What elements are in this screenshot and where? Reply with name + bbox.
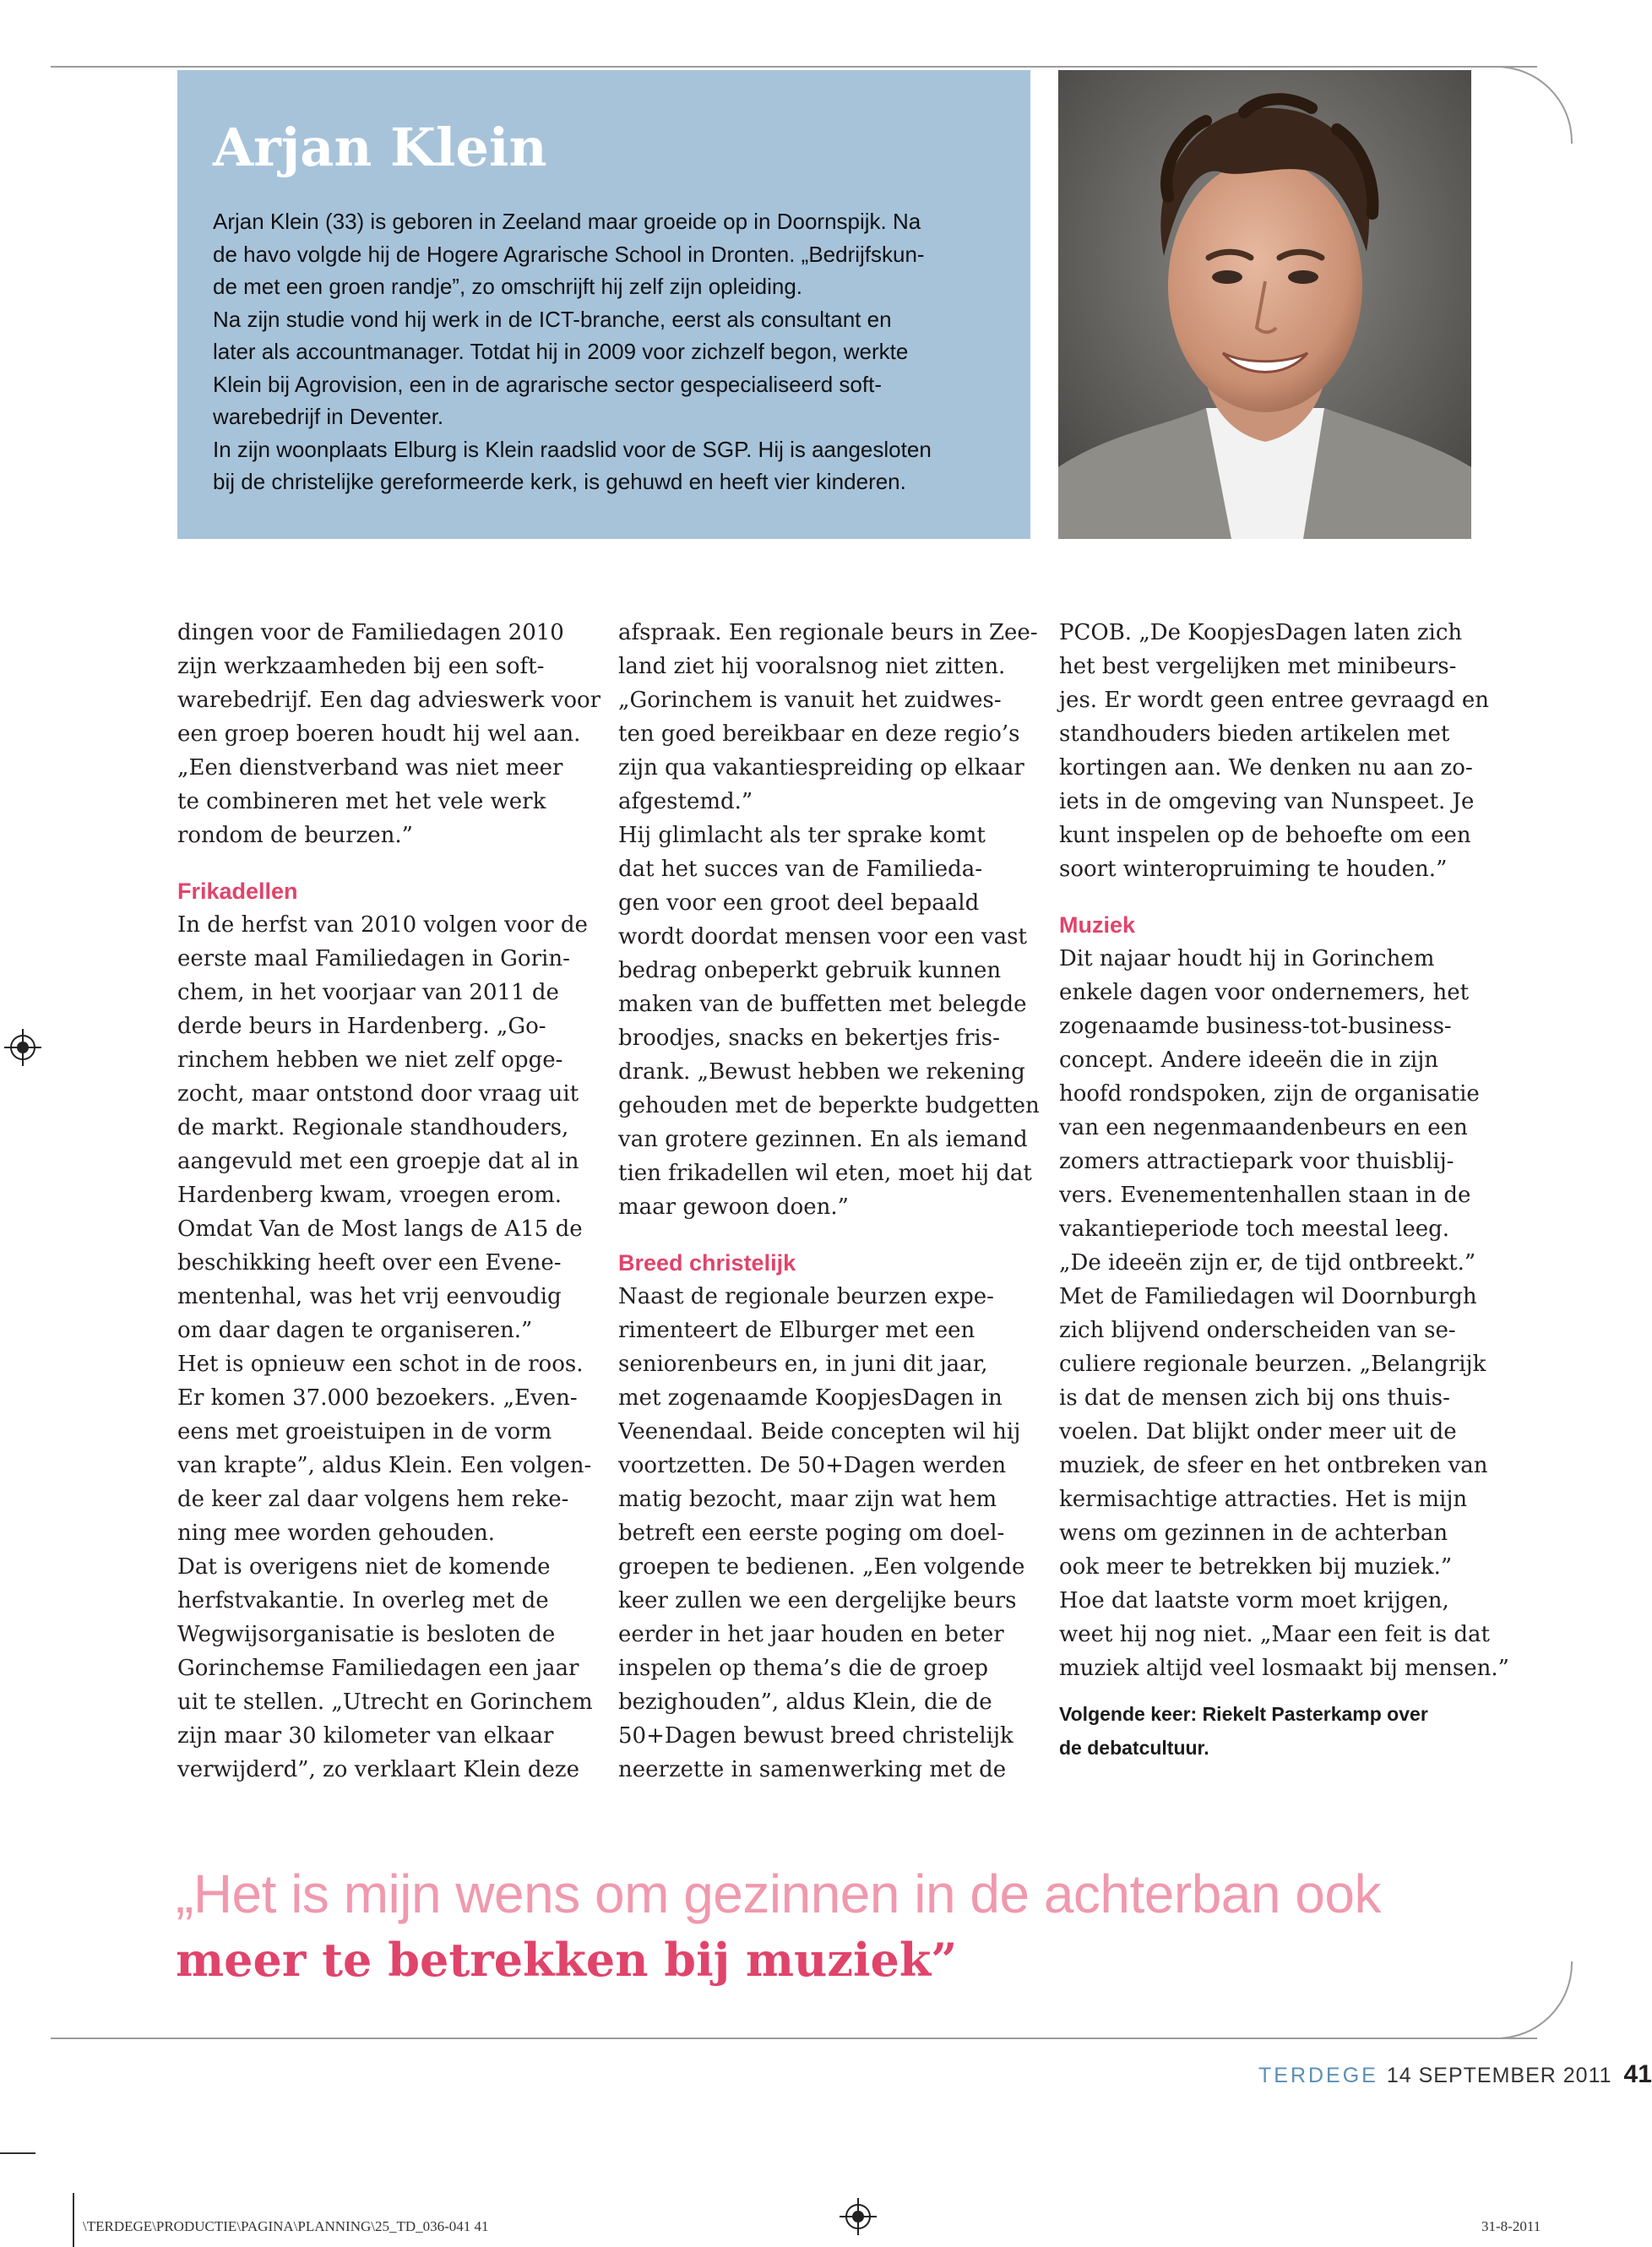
slug-date: 31-8-2011 <box>1481 2218 1541 2234</box>
body-line: eerder in het jaar houden en beter <box>618 1622 1004 1647</box>
body-line: iets in de omgeving van Nunspeet. Je <box>1059 789 1475 814</box>
body-line: rinchem hebben we niet zelf opge- <box>177 1047 563 1073</box>
body-line: eens met groeistuipen in de vorm <box>177 1419 552 1444</box>
body-line: dat het succes van de Familieda- <box>618 857 983 882</box>
pull-quote-light: „Het is mijn wens om gezinnen in de achterban ook <box>176 1863 1381 1924</box>
body-line: zich blijvend onderscheiden van se- <box>1059 1318 1456 1343</box>
body-line: zocht, maar ontstond door vraag uit <box>177 1081 579 1107</box>
bottom-rule-corner <box>1495 1961 1573 2039</box>
body-line: Hoe dat laatste vorm moet krijgen, <box>1059 1588 1449 1613</box>
bio-line: de met een groen randje”, zo omschrijft hij zelf zijn opleiding. <box>213 274 803 299</box>
body-line: mentenhal, was het vrij eenvoudig <box>177 1284 562 1309</box>
body-line: Naast de regionale beurzen expe- <box>618 1284 994 1309</box>
body-line: de markt. Regionale standhouders, <box>177 1115 569 1140</box>
body-line: het best vergelijken met minibeurs- <box>1059 654 1457 679</box>
section-heading-frikadellen: Frikadellen <box>177 879 298 904</box>
body-line: de keer zal daar volgens hem reke- <box>177 1487 569 1512</box>
body-line: gehouden met de beperkte budgetten <box>618 1093 1040 1118</box>
body-line: PCOB. „De KoopjesDagen laten zich <box>1059 620 1463 645</box>
body-line: rondom de beurzen.” <box>177 823 413 848</box>
top-rule <box>51 66 1537 68</box>
body-line: Dat is overigens niet de komende <box>177 1554 551 1580</box>
body-line: wens om gezinnen in de achterban <box>1059 1521 1448 1546</box>
body-line: dingen voor de Familiedagen 2010 <box>177 620 564 645</box>
bio-line: later als accountmanager. Totdat hij in 2009 voor zichzelf begon, werkte <box>213 339 909 364</box>
body-line: herfstvakantie. In overleg met de <box>177 1588 549 1613</box>
body-line: enkele dagen voor ondernemers, het <box>1059 980 1470 1005</box>
body-line: ten goed bereikbaar en deze regio’s <box>618 721 1020 747</box>
crop-mark <box>73 2193 74 2247</box>
body-line: om daar dagen te organiseren.” <box>177 1318 533 1343</box>
body-line: kunt inspelen op de behoefte om een <box>1059 823 1471 848</box>
body-line: weet hij nog niet. „Maar een feit is dat <box>1059 1622 1490 1647</box>
pull-quote-bold: meer te betrekken bij muziek” <box>176 1933 958 1987</box>
body-line: van grotere gezinnen. En als iemand <box>618 1127 1028 1152</box>
body-line: bedrag onbeperkt gebruik kunnen <box>618 958 1002 983</box>
body-line: afspraak. Een regionale beurs in Zee- <box>618 620 1038 645</box>
body-line: zijn werkzaamheden bij een soft- <box>177 654 545 679</box>
body-line: muziek, de sfeer en het ontbreken van <box>1059 1453 1488 1478</box>
publication-name: TERDEGE <box>1258 2064 1378 2087</box>
body-line: Gorinchemse Familiedagen een jaar <box>177 1656 579 1681</box>
body-line: voortzetten. De 50+Dagen werden <box>618 1453 1007 1478</box>
article-column-2 <box>618 616 1041 1787</box>
page-number: 41 <box>1623 2060 1652 2088</box>
body-line: Veenendaal. Beide concepten wil hij <box>618 1419 1021 1444</box>
body-line: neerzette in samenwerking met de <box>618 1757 1007 1782</box>
bio-line: In zijn woonplaats Elburg is Klein raadslid voor de SGP. Hij is aangesloten <box>213 436 932 462</box>
body-line: wordt doordat mensen voor een vast <box>618 924 1027 949</box>
body-line: Er komen 37.000 bezoekers. „Even- <box>177 1385 578 1411</box>
body-line: Het is opnieuw een schot in de roos. <box>177 1352 584 1377</box>
next-issue-note: de debatcultuur. <box>1059 1737 1209 1759</box>
body-line: gen voor een groot deel bepaald <box>618 890 980 916</box>
body-line: derde beurs in Hardenberg. „Go- <box>177 1014 546 1039</box>
body-line: hoofd rondspoken, zijn de organisatie <box>1059 1081 1480 1107</box>
body-line: Hij glimlacht als ter sprake komt <box>618 823 986 848</box>
body-line: Wegwijsorganisatie is besloten de <box>177 1622 556 1647</box>
body-line: zijn maar 30 kilometer van elkaar <box>177 1723 554 1749</box>
body-line: groepen te bedienen. „Een volgende <box>618 1554 1025 1580</box>
body-line: muziek altijd veel losmaakt bij mensen.” <box>1059 1656 1509 1681</box>
body-line: keer zullen we een dergelijke beurs <box>618 1588 1017 1613</box>
body-line: kermisachtige attracties. Het is mijn <box>1059 1487 1468 1512</box>
body-line: bezighouden”, aldus Klein, die de <box>618 1689 992 1715</box>
body-line: ning mee worden gehouden. <box>177 1521 495 1546</box>
bottom-rule <box>51 2038 1537 2039</box>
body-line: tien frikadellen wil eten, moet hij dat <box>618 1161 1032 1186</box>
bio-title: Arjan Klein <box>213 117 547 178</box>
body-line: drank. „Bewust hebben we rekening <box>618 1059 1025 1085</box>
body-line: zomers attractiepark voor thuisblij- <box>1059 1149 1454 1174</box>
body-line: aangevuld met een groepje dat al in <box>177 1149 579 1174</box>
body-line: „De ideeën zijn er, de tijd ontbreekt.” <box>1059 1250 1476 1276</box>
bio-line: bij de christelijke gereformeerde kerk, is gehuwd en heeft vier kinderen. <box>213 469 906 494</box>
body-line: Hardenberg kwam, vroegen erom. <box>177 1183 562 1208</box>
portrait-photo <box>1058 70 1471 539</box>
bio-line: Arjan Klein (33) is geboren in Zeeland maar groeide op in Doornspijk. Na <box>213 209 921 234</box>
page-footer <box>1258 2058 1652 2092</box>
body-line: inspelen op thema’s die de groep <box>618 1656 988 1681</box>
bio-line: warebedrijf in Deventer. <box>213 404 444 429</box>
body-line: In de herfst van 2010 volgen voor de <box>177 912 588 938</box>
bio-box <box>177 70 1030 539</box>
body-line: is dat de mensen zich bij ons thuis- <box>1059 1385 1450 1411</box>
body-line: kortingen aan. We denken nu aan zo- <box>1059 755 1473 781</box>
bio-line: Na zijn studie vond hij werk in de ICT-branche, eerst als consultant en <box>213 306 892 332</box>
body-line: Met de Familiedagen wil Doornburgh <box>1059 1284 1477 1309</box>
body-line: Omdat Van de Most langs de A15 de <box>177 1216 583 1242</box>
body-line: met zogenaamde KoopjesDagen in <box>618 1385 1003 1411</box>
body-line: verwijderd”, zo verklaart Klein deze <box>177 1757 579 1782</box>
body-line: van een negenmaandenbeurs en een <box>1059 1115 1468 1140</box>
next-issue-note: Volgende keer: Riekelt Pasterkamp over <box>1059 1703 1428 1725</box>
body-line: soort winteropruiming te houden.” <box>1059 857 1448 882</box>
body-line: vakantieperiode toch meestal leeg. <box>1059 1216 1450 1242</box>
body-line: zogenaamde business-tot-business- <box>1059 1014 1452 1039</box>
body-line: broodjes, snacks en bekertjes fris- <box>618 1026 1000 1051</box>
body-line: rimenteert de Elburger met een <box>618 1318 975 1343</box>
body-line: te combineren met het vele werk <box>177 789 546 814</box>
body-line: matig bezocht, maar zijn wat hem <box>618 1487 997 1512</box>
body-line: ook meer te betrekken bij muziek.” <box>1059 1554 1453 1580</box>
body-line: betreft een eerste poging om doel- <box>618 1521 1005 1546</box>
body-line: „Gorinchem is vanuit het zuidwes- <box>618 688 1002 713</box>
body-line: seniorenbeurs en, in juni dit jaar, <box>618 1352 988 1377</box>
body-line: jes. Er wordt geen entree gevraagd en <box>1059 688 1489 713</box>
body-line: uit te stellen. „Utrecht en Gorinchem <box>177 1689 593 1715</box>
section-heading-breed-christelijk: Breed christelijk <box>618 1250 796 1276</box>
body-line: vers. Evenementenhallen staan in de <box>1059 1183 1471 1208</box>
body-line: zijn qua vakantiespreiding op elkaar <box>618 755 1024 781</box>
bio-line: Klein bij Agrovision, een in de agrarische sector gespecialiseerd soft- <box>213 371 882 397</box>
body-line: een groep boeren houdt hij wel aan. <box>177 721 581 747</box>
body-line: eerste maal Familiedagen in Gorin- <box>177 946 570 971</box>
body-line: 50+Dagen bewust breed christelijk <box>618 1723 1013 1749</box>
body-line: „Een dienstverband was niet meer <box>177 755 563 781</box>
body-line: voelen. Dat blijkt onder meer uit de <box>1059 1419 1457 1444</box>
portrait-illustration <box>1058 70 1471 539</box>
body-line: van krapte”, aldus Klein. Een volgen- <box>177 1453 592 1478</box>
body-line: warebedrijf. Een dag advieswerk voor <box>177 688 601 713</box>
body-line: concept. Andere ideeën die in zijn <box>1059 1047 1439 1073</box>
crop-mark <box>0 2152 35 2154</box>
body-line: Dit najaar houdt hij in Gorinchem <box>1059 946 1435 971</box>
body-line: beschikking heeft over een Evene- <box>177 1250 562 1276</box>
body-line: land ziet hij vooralsnog niet zitten. <box>618 654 1006 679</box>
body-line: chem, in het voorjaar van 2011 de <box>177 980 559 1005</box>
bio-line: de havo volgde hij de Hogere Agrarische School in Dronten. „Bedrijfskun- <box>213 241 925 267</box>
body-line: culiere regionale beurzen. „Belangrijk <box>1059 1352 1486 1377</box>
body-line: standhouders bieden artikelen met <box>1059 721 1450 747</box>
body-line: maken van de buffetten met belegde <box>618 992 1027 1017</box>
registration-mark-icon <box>840 2198 877 2235</box>
issue-date: 14 SEPTEMBER 2011 <box>1386 2064 1612 2087</box>
top-rule-corner <box>1495 66 1573 144</box>
section-heading-muziek: Muziek <box>1059 912 1136 938</box>
slug-path: \TERDEGE\PRODUCTIE\PAGINA\PLANNING\25_TD_036-041 41 <box>83 2218 489 2234</box>
registration-mark-icon <box>4 1029 41 1066</box>
article-column-1 <box>177 616 600 1787</box>
body-line: afgestemd.” <box>618 789 753 814</box>
article-column-3 <box>1059 616 1509 1765</box>
body-line: maar gewoon doen.” <box>618 1194 849 1220</box>
